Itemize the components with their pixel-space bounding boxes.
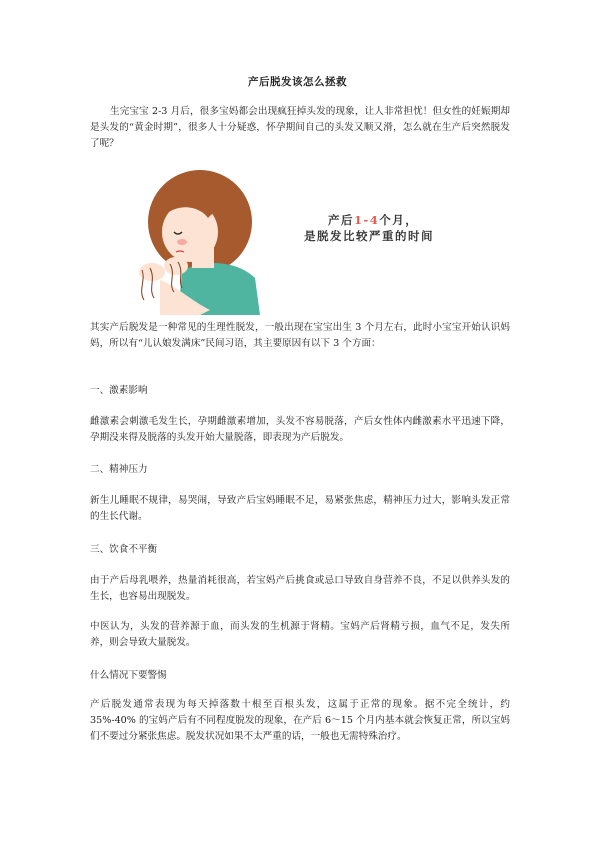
figure-caption-line2: 是脱发比较严重的时间 xyxy=(304,229,434,243)
section-body-diet-tcm: 中医认为，头发的营养源于血，而头发的生机源于肾精。宝妈产后肾精亏损，血气不足，发失所养，则会导致大量脱发。 xyxy=(90,621,510,648)
section-heading-stress: 二、精神压力 xyxy=(90,464,148,475)
section-body-stress: 新生儿睡眠不规律，易哭闹，导致产后宝妈睡眠不足，易紧张焦虑，精神压力过大，影响头发正常的生长代谢。 xyxy=(90,495,510,522)
section-body-diet: 由于产后母乳喂养，热量消耗很高，若宝妈产后挑食或忌口导致自身营养不良，不足以供养头发的生长，也容易出现脱发。 xyxy=(90,575,510,602)
explanation-paragraph: 其实产后脱发是一种常见的生理性脱发，一般出现在宝宝出生 3 个月左右，此时小宝宝开始认识妈妈，所以有“儿认娘发满床”民间习语，其主要原因有以下 3 个方面： xyxy=(90,322,510,349)
section-heading-warning: 什么情况下要警惕 xyxy=(90,670,167,681)
section-body-hormones: 雌激素会刺激毛发生长，孕期雌激素增加，头发不容易脱落，产后女性体内雌激素水平迅速下降，孕期没来得及脱落的头发开始大量脱落，即表现为产后脱发。 xyxy=(90,416,510,443)
section-heading-hormones: 一、激素影响 xyxy=(90,385,148,396)
section-body-warning: 产后脱发通常表现为每天掉落数十根至百根头发，这属于正常的现象。据不完全统计，约 35%-40% 的宝妈产后有不同程度脱发的现象，在产后 6～15 个月内基本就会恢复正常，所以宝妈们不要过分紧张焦虑。脱发状况如果不太严重的话，一般也无需特殊治疗。 xyxy=(90,699,510,742)
section-heading-diet: 三、饮食不平衡 xyxy=(90,544,158,555)
intro-paragraph: 生完宝宝 2-3 月后，很多宝妈都会出现疯狂掉头发的现象，让人非常担忧！但女性的妊娠期却是头发的“黄金时期”，很多人十分疑惑，怀孕期间自己的头发又顺又滑，怎么就在生产后突然脱发了呢？ xyxy=(90,106,510,149)
page-title: 产后脱发该怎么拯救 xyxy=(248,76,347,88)
figure-caption-line1: 产后1-4个月， xyxy=(328,213,419,227)
